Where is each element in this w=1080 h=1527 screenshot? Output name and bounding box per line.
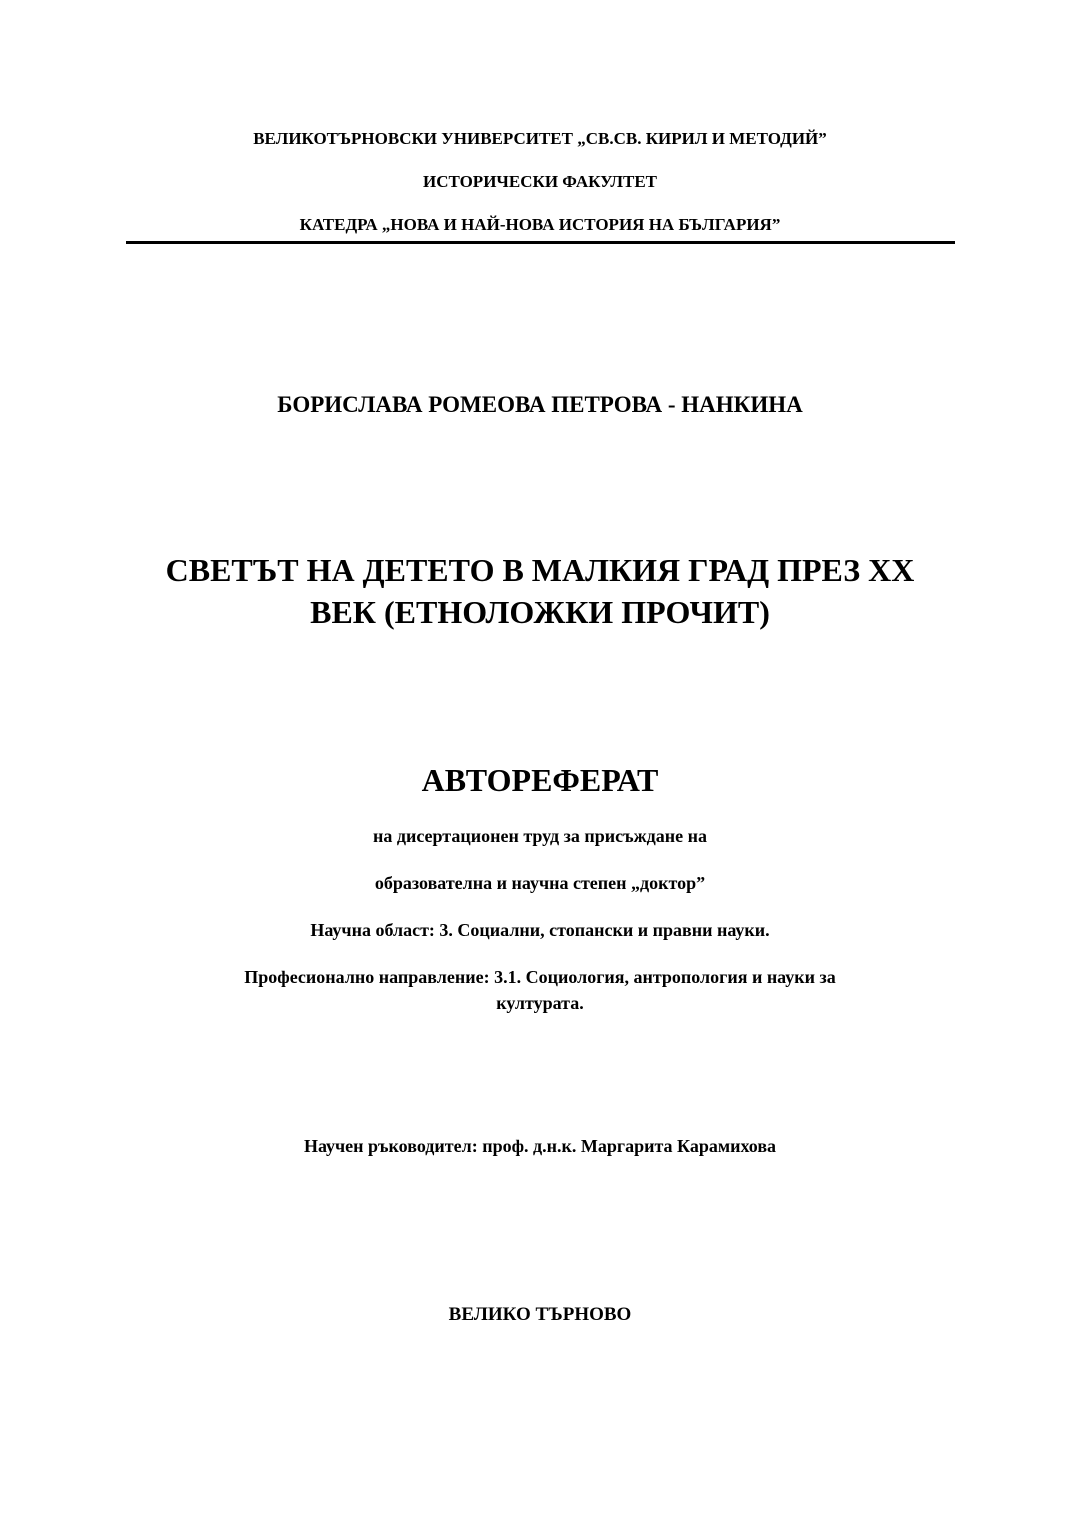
direction-line-2: културата. [496, 993, 584, 1014]
title-line-2: ВЕК (ЕТНОЛОЖКИ ПРОЧИТ) [310, 593, 770, 630]
document-type: АВТОРЕФЕРАТ [421, 762, 659, 798]
university-name: ВЕЛИКОТЪРНОВСКИ УНИВЕРСИТЕТ „СВ.СВ. КИРИЛ И МЕТОДИЙ” [253, 129, 827, 148]
city: ВЕЛИКО ТЪРНОВО [448, 1304, 632, 1325]
scientific-field: Научна област: 3. Социални, стопански и правни науки. [310, 920, 770, 940]
supervisor: Научен ръководител: проф. д.н.к. Маргарита Карамихова [303, 1136, 777, 1156]
direction-line-1: Професионално направление: 3.1. Социология, антропология и науки за [244, 967, 836, 987]
header-divider [126, 241, 955, 244]
department-name: КАТЕДРА „НОВА И НАЙ-НОВА ИСТОРИЯ НА БЪЛГАРИЯ” [299, 215, 781, 234]
dissertation-title [0, 550, 1080, 633]
purpose-line-2: образователна и научна степен „доктор” [374, 873, 706, 893]
author-name: БОРИСЛАВА РОМЕОВА ПЕТРОВА - НАНКИНА [277, 392, 803, 417]
faculty-name: ИСТОРИЧЕСКИ ФАКУЛТЕТ [422, 172, 658, 191]
title-line-1: СВЕТЪТ НА ДЕТЕТО В МАЛКИЯ ГРАД ПРЕЗ ХХ [165, 552, 915, 588]
professional-direction [0, 964, 1080, 1016]
purpose-line-1: на дисертационен труд за присъждане на [372, 826, 708, 846]
